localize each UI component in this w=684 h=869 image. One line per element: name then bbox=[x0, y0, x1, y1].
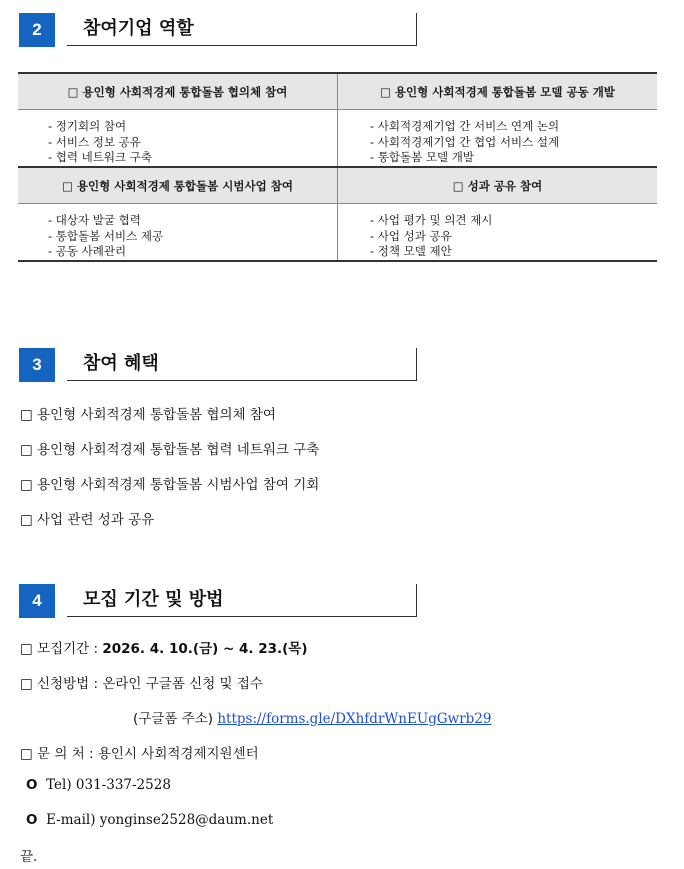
cell-heading: □ 용인형 사회적경제 통합돌봄 협의체 참여 bbox=[18, 73, 338, 110]
method-line: □ 신청방법 : 온라인 구글폼 신청 및 접수 bbox=[20, 676, 263, 692]
end-text: 끝. bbox=[20, 849, 38, 865]
tel-line bbox=[26, 777, 171, 793]
list-item: - 서비스 정보 공유 bbox=[48, 134, 141, 149]
section-number-badge: 3 bbox=[19, 348, 55, 382]
section-number-badge: 2 bbox=[19, 13, 55, 47]
cell-heading: □ 성과 공유 참여 bbox=[338, 167, 658, 204]
period-line bbox=[20, 637, 308, 657]
item-list bbox=[338, 110, 657, 166]
list-item: - 사회적경제기업 간 서비스 연계 논의 bbox=[370, 119, 560, 133]
benefit-item: □ 용인형 사회적경제 통합돌봄 협의체 참여 bbox=[20, 407, 276, 423]
benefit-item: □ 용인형 사회적경제 통합돌봄 협력 네트워크 구축 bbox=[20, 442, 320, 458]
list-item: - 사업 성과 공유 bbox=[370, 228, 452, 243]
tel-text: Tel) 031-337-2528 bbox=[46, 777, 171, 793]
section-number-badge: 4 bbox=[19, 584, 55, 618]
list-item: - 통합돌봄 모델 개발 bbox=[370, 150, 474, 164]
table-row bbox=[18, 110, 657, 168]
section-title: 모집 기간 및 방법 bbox=[67, 584, 417, 617]
email-line bbox=[26, 812, 273, 828]
period-value: 2026. 4. 10.(금) ~ 4. 23.(목) bbox=[102, 641, 308, 657]
list-item: - 사회적경제기업 간 협업 서비스 설계 bbox=[370, 134, 560, 149]
item-list bbox=[338, 204, 657, 260]
section-title: 참여 혜택 bbox=[67, 348, 417, 381]
bullet-icon: O bbox=[26, 812, 38, 828]
item-list bbox=[18, 204, 337, 260]
email-text: E-mail) yonginse2528@daum.net bbox=[46, 812, 274, 828]
list-item: - 대상자 발굴 협력 bbox=[48, 213, 141, 227]
list-item: - 사업 평가 및 의견 제시 bbox=[370, 213, 493, 227]
period-label: □ 모집기간 : bbox=[20, 641, 103, 657]
cell-heading: □ 용인형 사회적경제 통합돌봄 모델 공동 개발 bbox=[338, 73, 658, 110]
table-row bbox=[18, 204, 657, 261]
benefit-item: □ 용인형 사회적경제 통합돌봄 시범사업 참여 기회 bbox=[20, 477, 320, 493]
item-list bbox=[18, 110, 337, 166]
list-item: - 정책 모델 제안 bbox=[370, 244, 452, 258]
table-row bbox=[18, 167, 657, 204]
table-row bbox=[18, 73, 657, 110]
form-line bbox=[133, 707, 491, 727]
contact-line: □ 문 의 처 : 용인시 사회적경제지원센터 bbox=[20, 746, 259, 762]
list-item: - 정기회의 참여 bbox=[48, 119, 127, 133]
form-label: (구글폼 주소) bbox=[133, 711, 218, 727]
cell-heading: □ 용인형 사회적경제 통합돌봄 시범사업 참여 bbox=[18, 167, 338, 204]
benefit-item: □ 사업 관련 성과 공유 bbox=[20, 512, 155, 528]
section-title: 참여기업 역할 bbox=[67, 13, 417, 46]
form-url-link[interactable]: https://forms.gle/DXhfdrWnEUgGwrb29 bbox=[217, 711, 492, 727]
roles-table bbox=[18, 72, 657, 262]
list-item: - 통합돌봄 서비스 제공 bbox=[48, 228, 164, 243]
bullet-icon: O bbox=[26, 777, 38, 793]
list-item: - 협력 네트워크 구축 bbox=[48, 150, 152, 164]
list-item: - 공동 사례관리 bbox=[48, 244, 127, 258]
